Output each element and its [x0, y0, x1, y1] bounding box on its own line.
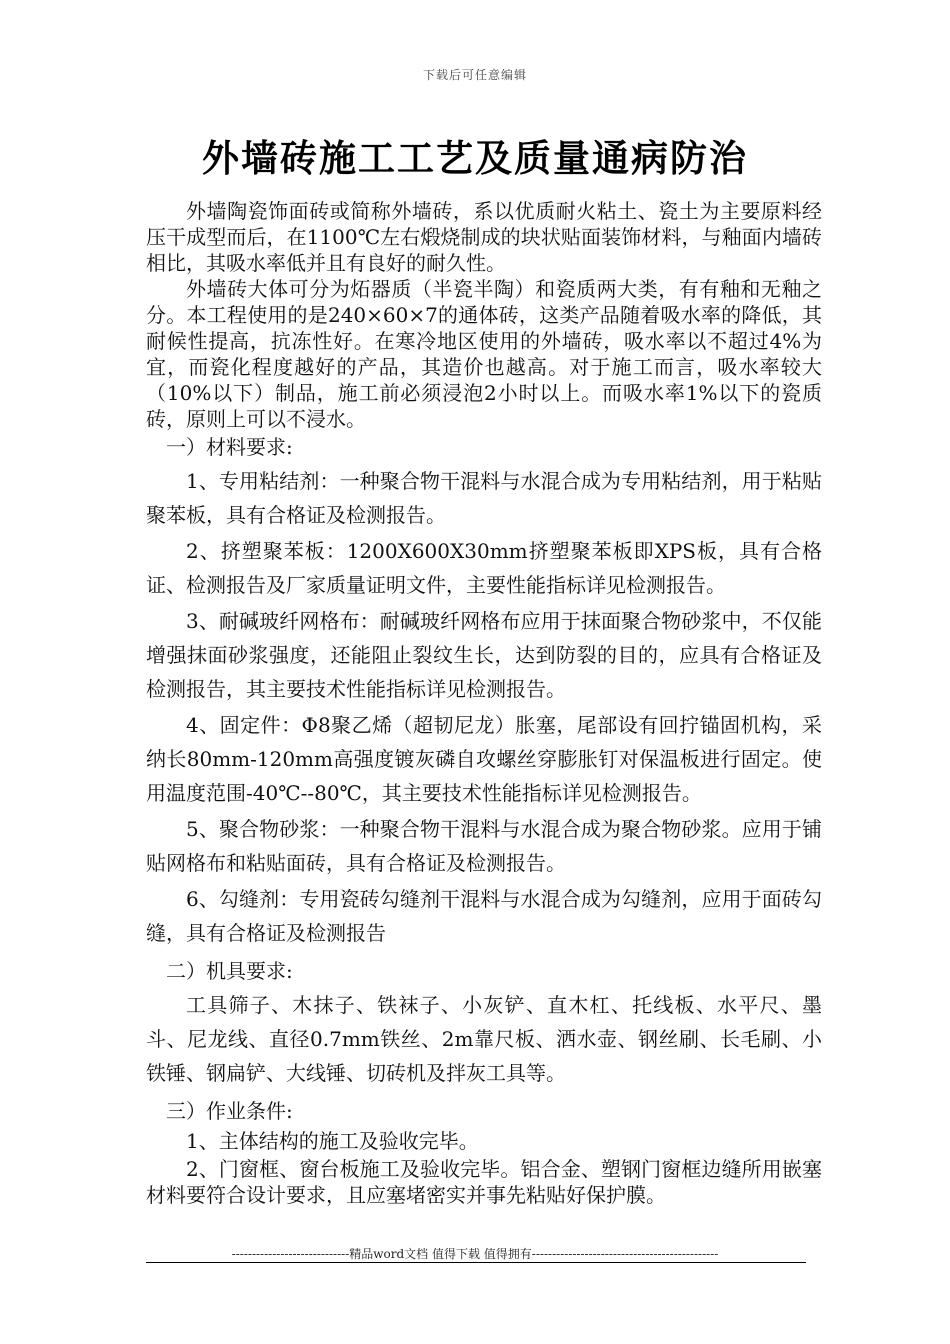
section-heading-materials: 一）材料要求: — [166, 435, 293, 459]
section-heading-conditions: 三）作业条件: — [166, 1099, 293, 1123]
list-item: 6、勾缝剂：专用瓷砖勾缝剂干混料与水混合成为勾缝剂，应用于面砖勾缝，具有合格证及检测报告 — [146, 887, 822, 945]
intro-paragraph: 外墙陶瓷饰面砖或简称外墙砖，系以优质耐火粘土、瓷土为主要原料经压干成型而后，在1100℃左右煅烧制成的块状贴面装饰材料，与釉面内墙砖相比，其吸水率低并且有良好的耐久性。 — [146, 199, 822, 275]
list-item: 4、固定件：Φ8聚乙烯（超韧尼龙）胀塞，尾部设有回拧锚固机构，采纳长80mm-120mm高强度镀灰磷自攻螺丝穿膨胀钉对保温板进行固定。使用温度范围-40℃--80℃，其主要技术性能指标详见检测报告。 — [146, 713, 822, 805]
intro-paragraph: 外墙砖大体可分为炻器质（半瓷半陶）和瓷质两大类，有有釉和无釉之分。本工程使用的是240×60×7的通体砖，这类产品随着吸水率的降低，其耐候性提高，抗冻性好。在寒冷地区使用的外墙砖，吸水率以不超过4%为宜，而瓷化程度越好的产品，其造价也越高。对于施工而言，吸水率较大（10%以下）制品，施工前必须浸泡2小时以上。而吸水率1%以下的瓷质砖，原则上可以不浸水。 — [146, 277, 822, 431]
header-note: 下载后可任意编辑 — [422, 68, 527, 82]
list-item: 1、主体结构的施工及验收完毕。 — [186, 1129, 479, 1153]
list-item: 2、门窗框、窗台板施工及验收完毕。铝合金、塑钢门窗框边缝所用嵌塞材料要符合设计要求，且应塞堵密实并事先粘贴好保护膜。 — [146, 1157, 822, 1207]
page-title: 外墙砖施工工艺及质量通病防治 — [202, 136, 748, 180]
list-item: 1、专用粘结剂：一种聚合物干混料与水混合成为专用粘结剂，用于粘贴聚苯板，具有合格证及检测报告。 — [146, 469, 822, 527]
list-item: 5、聚合物砂浆：一种聚合物干混料与水混合成为聚合物砂浆。应用于铺贴网格布和粘贴面砖，具有合格证及检测报告。 — [146, 817, 822, 875]
list-item: 3、耐碱玻纤网格布：耐碱玻纤网格布应用于抹面聚合物砂浆中，不仅能增强抹面砂浆强度，还能阻止裂纹生长，达到防裂的目的，应具有合格证及检测报告，其主要技术性能指标详见检测报告。 — [146, 609, 822, 701]
footer-divider — [146, 1262, 806, 1263]
tools-paragraph: 工具筛子、木抹子、铁袜子、小灰铲、直木杠、托线板、水平尺、墨斗、尼龙线、直径0.7mm铁丝、2m靠尺板、洒水壶、钢丝刷、长毛刷、小铁锤、钢扁铲、大线锤、切砖机及拌灰工具等。 — [146, 993, 822, 1085]
document-body — [146, 198, 822, 1208]
footer-note: -----------------------------精品word文档 值得下载 值得拥有---------------------------------------------- — [231, 1247, 719, 1261]
list-item: 2、挤塑聚苯板：1200X600X30mm挤塑聚苯板即XPS板，具有合格证、检测报告及厂家质量证明文件，主要性能指标详见检测报告。 — [146, 539, 822, 597]
section-heading-tools: 二）机具要求: — [166, 959, 293, 983]
